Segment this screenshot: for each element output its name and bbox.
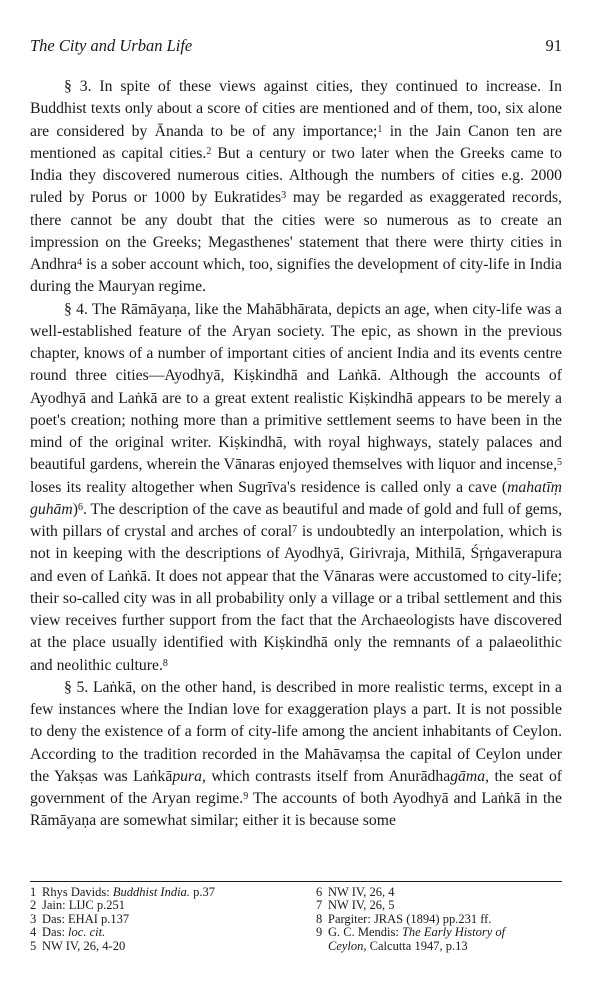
footnote-ref: 4 bbox=[77, 257, 83, 268]
footnote-number: 4 bbox=[30, 925, 37, 940]
text-run: § 3. In spite of these views against cities, they continued to increase. In Buddhist texts only about a score of cities are mentioned and of them, too, six alone are considered by Ānanda to be of any importance; bbox=[30, 78, 562, 140]
footnote bbox=[316, 899, 566, 912]
page-number: 91 bbox=[545, 36, 562, 55]
text-run: is undoubtedly an interpolation, which is not in keeping with the descriptions of Ayodhyā, Girivraja, Mithilā, Śṛṅgaverapura and even of Laṅkā. It does not appear that the Vānaras were accustomed to city-life; their so-called city was in all probability only a village or a tribal settlement and this view receives further support from the fact that the Archaeologists have discovered at the place usually identified with Kiṣkindhā only the remnants of a palaeolithic and neolithic culture. bbox=[30, 523, 562, 674]
text-run: But a century or two later when the Greeks came to India they discovered numerous cities. Although the numbers of cities e.g. 2000 ruled by Porus or 1000 by Eukratides bbox=[30, 144, 562, 207]
text-run: G. C. Mendis: bbox=[328, 925, 402, 940]
footnote-ref: 6 bbox=[77, 501, 83, 513]
text-run: may be regarded as exaggerated records, there cannot be any doubt that the cities were so numerous as to create an impression on the Greeks; Megasthenes' statement that there were thirty cities in Andhra bbox=[30, 189, 562, 273]
italic-text: pura bbox=[172, 767, 202, 785]
italic-text: mahatīṃ guhām bbox=[30, 478, 562, 518]
footnote bbox=[30, 940, 300, 953]
text-run: is a sober account which, too, signifies the development of city-life in India during the Mauryan regime. bbox=[30, 256, 562, 296]
footnote bbox=[316, 926, 566, 939]
footnote-number: 7 bbox=[316, 898, 323, 913]
footnote-number: 5 bbox=[30, 938, 37, 953]
footnote-ref: 5 bbox=[557, 457, 562, 469]
text-run: . The description of the cave as beautiful and made of gold and full of gems, with pillars of crystal and arches of coral bbox=[30, 500, 562, 540]
text-run: § 4. The Rāmāyaṇa, like the Mahābhārata, depicts an age, when city-life was a well-established feature of the Aryan society. The epic, as shown in the previous chapter, knows of a number of important cities of ancient India and its events centre round three cities—Ayodhyā, Kiṣkindhā and Laṅkā. Although the accounts of Ayodhyā and Laṅkā are to a great extent realistic Kiṣkindhā appears to be merely a poet's creation; nothing more than a primitive settlement seems to have been in the mind of the original writer. Kiṣkindhā, with royal highways, stately palaces and beautiful gardens, wherein the Vānaras enjoyed themselves with liquor and incense, bbox=[30, 300, 562, 474]
text-run: , which contrasts itself from Anurādha bbox=[201, 767, 451, 785]
text-run: Rhys Davids: bbox=[42, 885, 113, 899]
text-run: Pargiter: JRAS (1894) pp.231 ff. bbox=[328, 911, 492, 926]
footnote-ref: 2 bbox=[206, 145, 212, 157]
body-text bbox=[30, 76, 562, 833]
footnote bbox=[30, 926, 300, 939]
footnote-number: 8 bbox=[316, 911, 323, 926]
text-run: § 5. Laṅkā, on the other hand, is described in more realistic terms, except in a few instances where the Indian love for exaggeration plays a part. It is not possible to deny the existence of a form of city-life among the ancient inhabitants of Ceylon. According to the tradition recorded in the Mahāvaṃsa the capital of Ceylon under the Yakṣas was Laṅkā bbox=[30, 678, 562, 785]
footnote-number: 1 bbox=[30, 885, 37, 899]
footnote-ref: 8 bbox=[162, 657, 168, 669]
footnote-ref: 3 bbox=[281, 190, 287, 202]
text-run: NW IV, 26, 4-20 bbox=[42, 938, 126, 953]
italic-text: Buddhist India. bbox=[112, 885, 190, 899]
running-title: The City and Urban Life bbox=[30, 36, 193, 55]
italic-text: Ceylon bbox=[328, 938, 364, 953]
page-header bbox=[30, 36, 562, 58]
text-run: in the Jain Canon ten are mentioned as capital cities. bbox=[30, 122, 562, 162]
footnote-number: 9 bbox=[316, 925, 323, 940]
text-run: Jain: LIJC p.251 bbox=[42, 898, 125, 913]
text-run: Das: bbox=[42, 925, 69, 940]
footnote-column-left bbox=[30, 886, 300, 953]
text-run: , the seat of government of the Aryan regime. bbox=[30, 767, 563, 807]
footnote-rule bbox=[30, 881, 562, 882]
footnote bbox=[30, 886, 300, 899]
paragraph bbox=[30, 677, 562, 833]
text-run: ) bbox=[72, 500, 78, 518]
italic-text: loc. cit. bbox=[68, 925, 106, 940]
text-run: Das: EHAI p.137 bbox=[42, 911, 130, 926]
footnote-column-right bbox=[316, 886, 566, 953]
footnote-number: 3 bbox=[30, 911, 37, 926]
text-run: The accounts of both Ayodhyā and Laṅkā in the Rāmāyaṇa are somewhat similar; either it is because some bbox=[30, 790, 562, 830]
text-run: , Calcutta 1947, p.13 bbox=[363, 938, 468, 953]
footnote-ref: 7 bbox=[292, 524, 298, 535]
footnote bbox=[30, 913, 300, 926]
footnote-number: 2 bbox=[30, 898, 37, 913]
footnote bbox=[316, 886, 566, 899]
footnote-number: 6 bbox=[316, 885, 323, 899]
footnote bbox=[316, 913, 566, 926]
footnote-ref: 1 bbox=[377, 123, 383, 135]
footnote-ref: 9 bbox=[243, 791, 249, 802]
text-run: NW IV, 26, 5 bbox=[328, 898, 395, 913]
footnote bbox=[30, 899, 300, 912]
italic-text: The Early History of bbox=[401, 925, 506, 940]
footnote bbox=[316, 940, 566, 953]
text-run: NW IV, 26, 4 bbox=[328, 885, 395, 899]
paragraph bbox=[30, 76, 562, 299]
text-run: loses its reality altogether when Sugrīva's residence is called only a cave ( bbox=[30, 478, 508, 496]
paragraph bbox=[30, 299, 562, 677]
italic-text: gāma bbox=[450, 767, 486, 785]
text-run: p.37 bbox=[189, 885, 215, 899]
